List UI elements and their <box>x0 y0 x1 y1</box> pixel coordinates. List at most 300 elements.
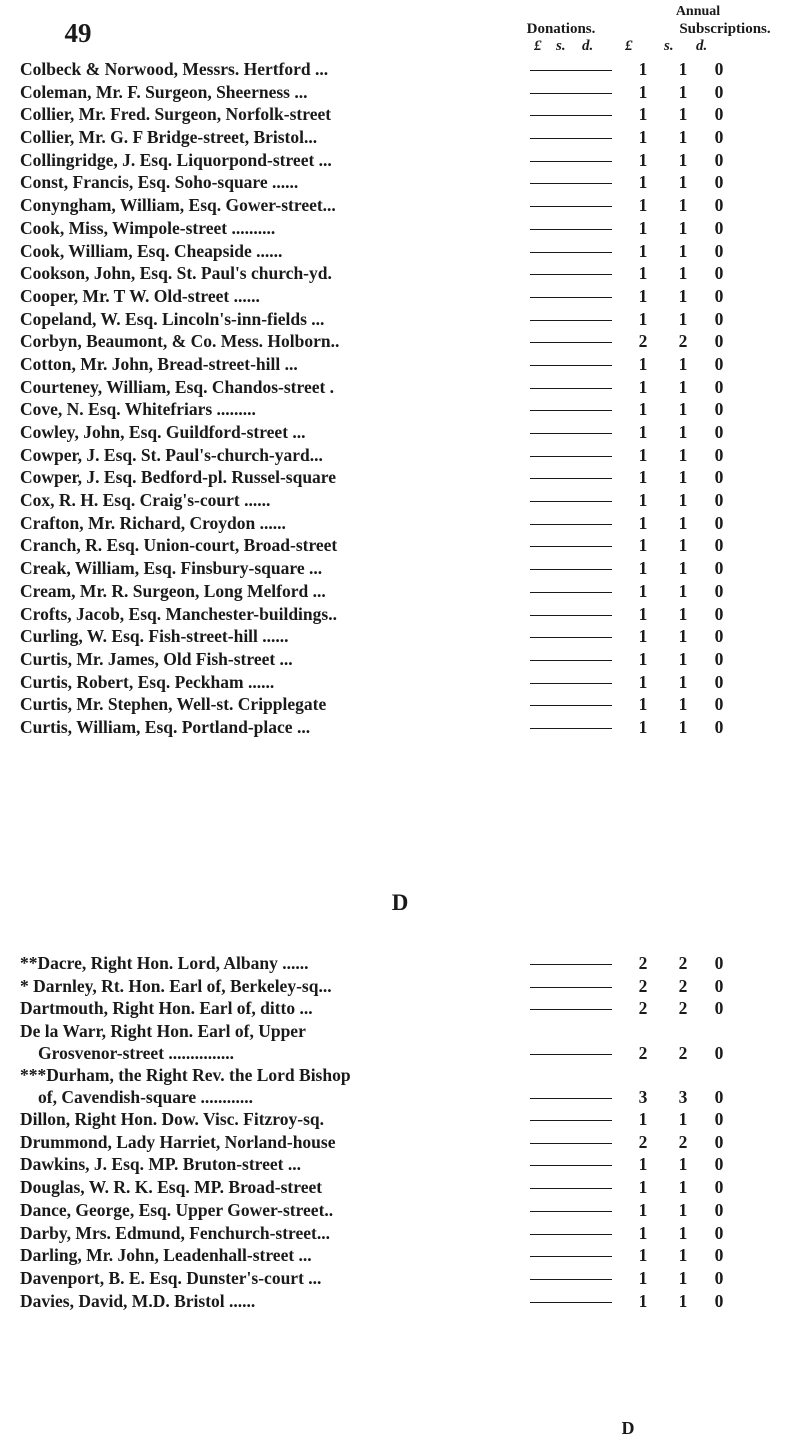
subscriber-name <box>20 103 528 125</box>
subscription-pounds: 1 <box>638 1199 648 1220</box>
subscriber-name-line: Cream, Mr. R. Surgeon, Long Melford ... <box>20 580 326 601</box>
catchword: D <box>621 1418 635 1438</box>
subscriber-name <box>20 975 528 997</box>
subscriber-name <box>20 489 528 511</box>
subscription-pence: 0 <box>714 490 724 511</box>
ledger-row <box>20 952 800 975</box>
subscription-pounds: 1 <box>638 353 648 374</box>
subscription-shillings: 1 <box>678 671 688 692</box>
subscription-pence: 0 <box>714 1109 724 1130</box>
subscriber-name-line: Curtis, William, Esq. Portland-place ... <box>20 716 311 737</box>
subscription-shillings: 2 <box>678 998 688 1019</box>
subscription-pence: 0 <box>714 1222 724 1243</box>
donation-blank-rule <box>530 501 612 502</box>
subscriber-name <box>20 952 528 974</box>
subscriptions-shillings-unit: s. <box>664 38 674 54</box>
subscriber-name-line: Crofts, Jacob, Esq. Manchester-buildings.. <box>20 603 337 624</box>
subscription-pounds: 1 <box>638 1267 648 1288</box>
subscription-shillings: 1 <box>678 535 688 556</box>
subscription-pence: 0 <box>714 694 724 715</box>
section-c-entries <box>20 58 800 739</box>
subscription-pounds: 1 <box>638 558 648 579</box>
subscription-shillings: 1 <box>678 603 688 624</box>
subscription-pence: 0 <box>714 998 724 1019</box>
donation-blank-rule <box>530 1256 612 1257</box>
subscription-pounds: 1 <box>638 240 648 261</box>
subscription-shillings: 1 <box>678 1290 688 1311</box>
subscription-pence: 0 <box>714 1245 724 1266</box>
subscription-shillings: 1 <box>678 490 688 511</box>
ledger-row <box>20 512 800 535</box>
subscriber-name <box>20 81 528 103</box>
subscriber-name <box>20 262 528 284</box>
donation-blank-rule <box>530 93 612 94</box>
subscription-pence: 0 <box>714 127 724 148</box>
header-subscriptions: Subscriptions. <box>679 21 771 37</box>
subscriber-name-line: Coleman, Mr. F. Surgeon, Sheerness ... <box>20 81 308 102</box>
ledger-row <box>20 240 800 263</box>
subscription-pounds: 3 <box>638 1087 648 1108</box>
subscriber-name <box>20 421 528 443</box>
subscription-pounds: 1 <box>638 285 648 306</box>
subscriber-name-line: Cox, R. H. Esq. Craig's-court ...... <box>20 490 271 511</box>
subscription-shillings: 3 <box>678 1087 688 1108</box>
donation-blank-rule <box>530 206 612 207</box>
subscription-pence: 0 <box>714 399 724 420</box>
subscription-pence: 0 <box>714 1087 724 1108</box>
donation-blank-rule <box>530 705 612 706</box>
subscription-shillings: 1 <box>678 444 688 465</box>
ledger-row <box>20 103 800 126</box>
subscription-shillings: 1 <box>678 195 688 216</box>
subscriber-name <box>20 1244 528 1266</box>
donation-blank-rule <box>530 388 612 389</box>
subscription-shillings: 1 <box>678 240 688 261</box>
subscriber-name-line: Cotton, Mr. John, Bread-street-hill ... <box>20 353 298 374</box>
subscription-pounds: 2 <box>638 975 648 996</box>
subscriber-name-line: Cook, William, Esq. Cheapside ...... <box>20 240 283 261</box>
subscriber-name-line: Cookson, John, Esq. St. Paul's church-yd. <box>20 263 332 284</box>
subscription-shillings: 1 <box>678 422 688 442</box>
donation-blank-rule <box>530 1120 612 1121</box>
subscription-pence: 0 <box>714 535 724 556</box>
subscription-pounds: 1 <box>638 263 648 284</box>
donation-blank-rule <box>530 1279 612 1280</box>
ledger-row <box>20 1199 800 1222</box>
ledger-row <box>20 1176 800 1199</box>
ledger-row <box>20 81 800 104</box>
donations-pence-unit: d. <box>582 38 594 54</box>
subscription-pounds: 1 <box>638 399 648 420</box>
subscriber-name <box>20 217 528 239</box>
subscription-pounds: 1 <box>638 1222 648 1243</box>
subscription-pence: 0 <box>714 1199 724 1220</box>
subscription-pence: 0 <box>714 467 724 488</box>
subscription-pounds: 1 <box>638 1154 648 1175</box>
subscription-shillings: 1 <box>678 104 688 125</box>
donation-blank-rule <box>530 478 612 479</box>
subscription-pounds: 1 <box>638 195 648 216</box>
subscriber-name-line: **Dacre, Right Hon. Lord, Albany ...... <box>20 953 309 973</box>
donation-blank-rule <box>530 433 612 434</box>
subscription-shillings: 1 <box>678 149 688 170</box>
subscription-pence: 0 <box>714 716 724 737</box>
subscription-shillings: 1 <box>678 558 688 579</box>
header-donations: Donations. <box>526 21 596 37</box>
subscriber-name-line: Courteney, William, Esq. Chandos-street . <box>20 376 335 397</box>
section-letter-d: D <box>391 890 409 915</box>
subscriber-name <box>20 648 528 670</box>
ledger-row <box>20 693 800 716</box>
subscription-pence: 0 <box>714 422 724 442</box>
subscription-pence: 0 <box>714 1290 724 1311</box>
subscriber-name-line: Conyngham, William, Esq. Gower-street... <box>20 195 336 216</box>
subscriber-name-line: Curtis, Robert, Esq. Peckham ...... <box>20 671 275 692</box>
ledger-row <box>20 466 800 489</box>
subscriber-name <box>20 285 528 307</box>
subscriber-name-line: Cranch, R. Esq. Union-court, Broad-street <box>20 535 338 556</box>
subscription-pounds: 2 <box>638 953 648 973</box>
donation-blank-rule <box>530 138 612 139</box>
ledger-row <box>20 716 800 739</box>
subscription-shillings: 1 <box>678 1109 688 1130</box>
donation-blank-rule <box>530 728 612 729</box>
section-d-entries <box>20 952 800 1312</box>
subscriber-name <box>20 1064 528 1108</box>
subscriber-name <box>20 512 528 534</box>
subscription-pence: 0 <box>714 512 724 533</box>
subscription-shillings: 2 <box>678 953 688 973</box>
subscription-shillings: 1 <box>678 1222 688 1243</box>
ledger-row <box>20 603 800 626</box>
subscription-pence: 0 <box>714 217 724 238</box>
subscription-pence: 0 <box>714 626 724 647</box>
subscriber-name-continuation: of, Cavendish-square ............ <box>38 1087 254 1108</box>
subscriber-name <box>20 997 528 1019</box>
subscription-shillings: 1 <box>678 467 688 488</box>
subscription-pounds: 1 <box>638 512 648 533</box>
ledger-row <box>20 1244 800 1267</box>
ledger-row <box>20 217 800 240</box>
subscription-pence: 0 <box>714 648 724 669</box>
subscription-pence: 0 <box>714 1267 724 1288</box>
donation-blank-rule <box>530 456 612 457</box>
subscriber-name-line: Collier, Mr. Fred. Surgeon, Norfolk-street <box>20 104 332 125</box>
subscription-pence: 0 <box>714 580 724 601</box>
ledger-row <box>20 353 800 376</box>
ledger-row <box>20 194 800 217</box>
donation-blank-rule <box>530 1054 612 1055</box>
ledger-row <box>20 376 800 399</box>
donation-blank-rule <box>530 987 612 988</box>
ledger-row <box>20 1153 800 1176</box>
subscription-shillings: 1 <box>678 694 688 715</box>
ledger-row <box>20 126 800 149</box>
subscription-pence: 0 <box>714 671 724 692</box>
subscriber-name-line: Davies, David, M.D. Bristol ...... <box>20 1290 256 1311</box>
subscriber-name <box>20 716 528 738</box>
ledger-row <box>20 557 800 580</box>
subscription-pounds: 1 <box>638 149 648 170</box>
subscriber-name <box>20 308 528 330</box>
subscription-pence: 0 <box>714 195 724 216</box>
subscription-pounds: 1 <box>638 626 648 647</box>
subscription-pounds: 1 <box>638 172 648 193</box>
ledger-row <box>20 262 800 285</box>
subscriber-name <box>20 353 528 375</box>
subscription-pence: 0 <box>714 353 724 374</box>
donation-blank-rule <box>530 683 612 684</box>
subscriber-name <box>20 398 528 420</box>
subscriber-name-line: Collier, Mr. G. F Bridge-street, Bristol... <box>20 127 318 148</box>
donation-blank-rule <box>530 1165 612 1166</box>
subscriber-name-line: Cook, Miss, Wimpole-street .......... <box>20 217 276 238</box>
subscription-pounds: 1 <box>638 603 648 624</box>
subscription-shillings: 1 <box>678 399 688 420</box>
subscriber-name-line: Copeland, W. Esq. Lincoln's-inn-fields ... <box>20 308 325 329</box>
subscription-pence: 0 <box>714 376 724 397</box>
donation-blank-rule <box>530 70 612 71</box>
ledger-row <box>20 308 800 331</box>
subscription-pounds: 1 <box>638 376 648 397</box>
subscription-pounds: 1 <box>638 308 648 329</box>
subscription-shillings: 2 <box>678 975 688 996</box>
subscription-pounds: 1 <box>638 716 648 737</box>
donation-blank-rule <box>530 660 612 661</box>
subscriber-name <box>20 557 528 579</box>
subscriber-name-line: Crafton, Mr. Richard, Croydon ...... <box>20 512 286 533</box>
subscriber-name <box>20 1108 528 1130</box>
subscriber-name <box>20 1290 528 1312</box>
subscriber-name <box>20 1131 528 1153</box>
subscriber-name <box>20 376 528 398</box>
subscription-pence: 0 <box>714 1043 724 1064</box>
subscription-shillings: 1 <box>678 353 688 374</box>
subscription-pence: 0 <box>714 172 724 193</box>
subscription-shillings: 1 <box>678 1199 688 1220</box>
subscriber-name-line: Collingridge, J. Esq. Liquorpond-street ... <box>20 149 332 170</box>
subscription-pounds: 1 <box>638 1109 648 1130</box>
subscription-pence: 0 <box>714 59 724 79</box>
donation-blank-rule <box>530 1009 612 1010</box>
donation-blank-rule <box>530 637 612 638</box>
subscriber-name-line: Cowper, J. Esq. St. Paul's-church-yard... <box>20 444 323 465</box>
subscriber-name <box>20 466 528 488</box>
donation-blank-rule <box>530 297 612 298</box>
donation-blank-rule <box>530 252 612 253</box>
subscriber-name <box>20 126 528 148</box>
page-number: 49 <box>64 18 92 48</box>
subscription-shillings: 1 <box>678 512 688 533</box>
ledger-row <box>20 58 800 81</box>
subscription-pounds: 1 <box>638 535 648 556</box>
subscription-shillings: 1 <box>678 59 688 79</box>
subscription-shillings: 2 <box>678 331 688 352</box>
donation-blank-rule <box>530 964 612 965</box>
donation-blank-rule <box>530 615 612 616</box>
donation-blank-rule <box>530 161 612 162</box>
subscription-pence: 0 <box>714 1154 724 1175</box>
subscriber-name-line: Corbyn, Beaumont, & Co. Mess. Holborn.. <box>20 331 340 352</box>
subscriber-name-line: Curtis, Mr. James, Old Fish-street ... <box>20 648 293 669</box>
subscriber-name-line: Cooper, Mr. T W. Old-street ...... <box>20 285 260 306</box>
subscription-pounds: 1 <box>638 59 648 79</box>
subscriber-name <box>20 1176 528 1198</box>
ledger-row <box>20 580 800 603</box>
subscription-shillings: 1 <box>678 81 688 102</box>
subscription-pence: 0 <box>714 953 724 973</box>
donation-blank-rule <box>530 342 612 343</box>
subscription-pounds: 2 <box>638 1043 648 1064</box>
donation-blank-rule <box>530 115 612 116</box>
subscriber-name <box>20 194 528 216</box>
subscription-shillings: 1 <box>678 1154 688 1175</box>
subscription-pounds: 1 <box>638 1290 648 1311</box>
subscription-pence: 0 <box>714 308 724 329</box>
subscriber-name <box>20 534 528 556</box>
subscription-pounds: 1 <box>638 648 648 669</box>
donation-blank-rule <box>530 546 612 547</box>
subscriber-name <box>20 625 528 647</box>
ledger-row <box>20 648 800 671</box>
subscription-pounds: 1 <box>638 81 648 102</box>
subscriber-name <box>20 1199 528 1221</box>
subscription-shillings: 1 <box>678 1267 688 1288</box>
subscription-shillings: 1 <box>678 1177 688 1198</box>
ledger-row <box>20 1020 800 1064</box>
subscriber-name-line: Colbeck & Norwood, Messrs. Hertford ... <box>20 59 329 79</box>
ledger-row <box>20 330 800 353</box>
ledger-row <box>20 671 800 694</box>
subscriber-name <box>20 1153 528 1175</box>
subscriber-name-line: Dillon, Right Hon. Dow. Visc. Fitzroy-sq. <box>20 1109 325 1130</box>
subscriber-name-line: Cove, N. Esq. Whitefriars ......... <box>20 399 256 420</box>
ledger-row <box>20 489 800 512</box>
subscriber-name-line: Cowley, John, Esq. Guildford-street ... <box>20 422 306 442</box>
ledger-row <box>20 285 800 308</box>
subscription-pence: 0 <box>714 263 724 284</box>
subscriber-name-line: * Darnley, Rt. Hon. Earl of, Berkeley-sq... <box>20 975 332 996</box>
subscription-pence: 0 <box>714 1177 724 1198</box>
donation-blank-rule <box>530 274 612 275</box>
subscriber-name-line: Douglas, W. R. K. Esq. MP. Broad-street <box>20 1177 323 1198</box>
subscription-shillings: 1 <box>678 217 688 238</box>
subscriptions-pence-unit: d. <box>696 38 708 54</box>
subscriber-name-line: Const, Francis, Esq. Soho-square ...... <box>20 172 299 193</box>
subscription-pence: 0 <box>714 81 724 102</box>
subscriber-name <box>20 1020 528 1064</box>
donation-blank-rule <box>530 1143 612 1144</box>
subscription-shillings: 1 <box>678 648 688 669</box>
subscription-pence: 0 <box>714 558 724 579</box>
subscription-pounds: 1 <box>638 490 648 511</box>
subscription-pence: 0 <box>714 240 724 261</box>
subscriber-name <box>20 171 528 193</box>
ledger-row <box>20 171 800 194</box>
subscriber-name <box>20 580 528 602</box>
subscription-pounds: 2 <box>638 1131 648 1152</box>
donations-pounds-unit: £ <box>534 38 542 54</box>
ledger-row <box>20 625 800 648</box>
donation-blank-rule <box>530 365 612 366</box>
subscription-pounds: 2 <box>638 331 648 352</box>
subscription-shillings: 1 <box>678 580 688 601</box>
donation-blank-rule <box>530 229 612 230</box>
subscription-shillings: 1 <box>678 263 688 284</box>
donation-blank-rule <box>530 320 612 321</box>
subscription-pounds: 1 <box>638 422 648 442</box>
subscriber-name-line: ***Durham, the Right Rev. the Lord Bishop <box>20 1065 351 1086</box>
donation-blank-rule <box>530 569 612 570</box>
donation-blank-rule <box>530 183 612 184</box>
ledger-row <box>20 997 800 1020</box>
ledger-row <box>20 398 800 421</box>
subscription-shillings: 2 <box>678 1043 688 1064</box>
ledger-row <box>20 1267 800 1290</box>
subscriber-name-line: Darby, Mrs. Edmund, Fenchurch-street... <box>20 1222 330 1243</box>
subscription-pounds: 1 <box>638 1177 648 1198</box>
ledger-row <box>20 1131 800 1154</box>
donation-blank-rule <box>530 1234 612 1235</box>
subscriber-name-line: Dance, George, Esq. Upper Gower-street.. <box>20 1199 334 1220</box>
subscription-shillings: 1 <box>678 172 688 193</box>
header-annual: Annual <box>675 4 721 19</box>
ledger-row <box>20 149 800 172</box>
subscription-pence: 0 <box>714 603 724 624</box>
subscriber-name-line: Darling, Mr. John, Leadenhall-street ... <box>20 1245 312 1266</box>
subscription-pounds: 1 <box>638 580 648 601</box>
subscription-pence: 0 <box>714 149 724 170</box>
ledger-row <box>20 421 800 444</box>
subscription-pence: 0 <box>714 331 724 352</box>
subscription-shillings: 1 <box>678 285 688 306</box>
subscription-pounds: 1 <box>638 127 648 148</box>
subscription-shillings: 1 <box>678 308 688 329</box>
subscriber-name-line: Cowper, J. Esq. Bedford-pl. Russel-square <box>20 467 337 488</box>
subscription-pounds: 1 <box>638 467 648 488</box>
subscriber-name <box>20 149 528 171</box>
subscription-shillings: 2 <box>678 1131 688 1152</box>
subscriber-name-line: Dartmouth, Right Hon. Earl of, ditto ... <box>20 998 313 1019</box>
subscription-pounds: 1 <box>638 671 648 692</box>
subscriber-name-continuation: Grosvenor-street ............... <box>38 1043 235 1064</box>
subscription-pounds: 1 <box>638 217 648 238</box>
subscription-pounds: 2 <box>638 998 648 1019</box>
subscription-pounds: 1 <box>638 694 648 715</box>
subscriber-name <box>20 58 528 80</box>
subscription-pence: 0 <box>714 1131 724 1152</box>
subscriber-name-line: De la Warr, Right Hon. Earl of, Upper <box>20 1021 306 1042</box>
subscription-shillings: 1 <box>678 626 688 647</box>
ledger-row <box>20 534 800 557</box>
subscriber-name <box>20 671 528 693</box>
ledger-row <box>20 1108 800 1131</box>
subscriber-name-line: Davenport, B. E. Esq. Dunster's-court ... <box>20 1267 322 1288</box>
subscriber-name-line: Dawkins, J. Esq. MP. Bruton-street ... <box>20 1154 301 1175</box>
donation-blank-rule <box>530 1211 612 1212</box>
ledger-row <box>20 1222 800 1245</box>
ledger-row <box>20 1290 800 1313</box>
subscriber-name <box>20 330 528 352</box>
subscriber-name <box>20 1267 528 1289</box>
ledger-row <box>20 975 800 998</box>
ledger-row <box>20 444 800 467</box>
subscription-pence: 0 <box>714 104 724 125</box>
donation-blank-rule <box>530 1098 612 1099</box>
subscriber-name <box>20 693 528 715</box>
ledger-row <box>20 1064 800 1108</box>
subscription-pounds: 1 <box>638 104 648 125</box>
